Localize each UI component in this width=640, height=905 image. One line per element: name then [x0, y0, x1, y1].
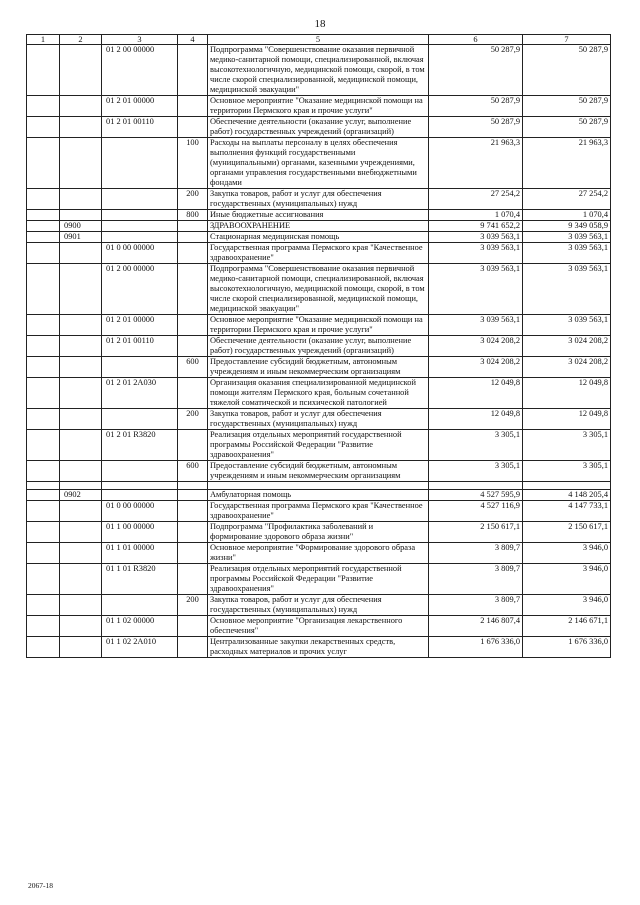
- expense-type-cell: [178, 637, 208, 658]
- amount-year2-cell: 21 963,3: [523, 138, 611, 189]
- target-article-cell: [102, 189, 178, 210]
- table-row: [27, 117, 611, 138]
- section-code-cell: [60, 189, 102, 210]
- target-article-cell: 01 2 01 R3820: [102, 430, 178, 461]
- budget-table: [26, 34, 611, 658]
- table-row: [27, 461, 611, 482]
- section-code-cell: [60, 543, 102, 564]
- cell-col1: [27, 616, 60, 637]
- section-code-cell: [60, 264, 102, 315]
- amount-year1-cell: 50 287,9: [429, 96, 523, 117]
- expense-type-cell: 200: [178, 409, 208, 430]
- description-cell: Государственная программа Пермского края "Качественное здравоохранение": [208, 501, 429, 522]
- description-cell: Подпрограмма "Совершенствование оказания первичной медико-санитарной помощи, специализированной, включая высокотехнологичную, медицинской помощи, скорой, в том числе скорой специализированной, медицинской помощи, медицинской эвакуации": [208, 45, 429, 96]
- amount-year1-cell: 21 963,3: [429, 138, 523, 189]
- section-code-cell: [60, 315, 102, 336]
- table-row: [27, 378, 611, 409]
- expense-type-cell: [178, 336, 208, 357]
- expense-type-cell: [178, 96, 208, 117]
- amount-year2-cell: 4 147 733,1: [523, 501, 611, 522]
- amount-year2-cell: 50 287,9: [523, 117, 611, 138]
- target-article-cell: 01 1 00 00000: [102, 522, 178, 543]
- table-row: [27, 409, 611, 430]
- target-article-cell: [102, 595, 178, 616]
- target-article-cell: 01 2 01 00110: [102, 336, 178, 357]
- amount-year1-cell: 4 527 595,9: [429, 490, 523, 501]
- target-article-cell: 01 2 01 00110: [102, 117, 178, 138]
- section-code-cell: [60, 357, 102, 378]
- amount-year2-cell: 2 146 671,1: [523, 616, 611, 637]
- amount-year1-cell: 3 305,1: [429, 430, 523, 461]
- cell-col1: [27, 543, 60, 564]
- column-numbers-row: [27, 35, 611, 45]
- description-cell: Закупка товаров, работ и услуг для обеспечения государственных (муниципальных) нужд: [208, 189, 429, 210]
- amount-year2-cell: 4 148 205,4: [523, 490, 611, 501]
- cell-col1: [27, 461, 60, 482]
- amount-year1-cell: 3 039 563,1: [429, 315, 523, 336]
- column-number: 1: [27, 35, 60, 45]
- expense-type-cell: 800: [178, 210, 208, 221]
- section-code-cell: [60, 616, 102, 637]
- target-article-cell: 01 1 02 2А010: [102, 637, 178, 658]
- amount-year1-cell: 3 305,1: [429, 461, 523, 482]
- description-cell: Обеспечение деятельности (оказание услуг, выполнение работ) государственных учреждений (организаций): [208, 336, 429, 357]
- description-cell: ЗДРАВООХРАНЕНИЕ: [208, 221, 429, 232]
- document-code: 2067-18: [28, 881, 53, 890]
- description-cell: Закупка товаров, работ и услуг для обеспечения государственных (муниципальных) нужд: [208, 595, 429, 616]
- amount-year2-cell: 2 150 617,1: [523, 522, 611, 543]
- amount-year2-cell: 27 254,2: [523, 189, 611, 210]
- cell-col1: [27, 138, 60, 189]
- expense-type-cell: [178, 221, 208, 232]
- page-number: 18: [314, 18, 326, 30]
- section-code-cell: [60, 210, 102, 221]
- cell-col1: [27, 564, 60, 595]
- column-number: 2: [60, 35, 102, 45]
- table-row: [27, 232, 611, 243]
- cell-col1: [27, 336, 60, 357]
- column-number: 5: [208, 35, 429, 45]
- amount-year1-cell: 3 039 563,1: [429, 264, 523, 315]
- cell-col1: [27, 264, 60, 315]
- amount-year1-cell: 1 070,4: [429, 210, 523, 221]
- expense-type-cell: [178, 616, 208, 637]
- section-code-cell: [60, 409, 102, 430]
- description-cell: Обеспечение деятельности (оказание услуг, выполнение работ) государственных учреждений (организаций): [208, 117, 429, 138]
- table-row: [27, 564, 611, 595]
- description-cell: Расходы на выплаты персоналу в целях обеспечения выполнения функций государственными (муниципальными) органами, казенными учреждениями, органами управления государственными внебюджетными фондами: [208, 138, 429, 189]
- expense-type-cell: [178, 378, 208, 409]
- amount-year2-cell: 50 287,9: [523, 45, 611, 96]
- description-cell: Подпрограмма "Совершенствование оказания первичной медико-санитарной помощи, специализированной, включая высокотехнологичную, медицинской помощи, скорой, в том числе скорой специализированной, медицинской помощи, медицинской эвакуации": [208, 264, 429, 315]
- expense-type-cell: [178, 543, 208, 564]
- table-row: [27, 522, 611, 543]
- expense-type-cell: 200: [178, 595, 208, 616]
- section-code-cell: [60, 461, 102, 482]
- target-article-cell: 01 1 01 R3820: [102, 564, 178, 595]
- cell-col1: [27, 189, 60, 210]
- description-cell: Реализация отдельных мероприятий государственной программы Российской Федерации "Развитие здравоохранения": [208, 564, 429, 595]
- expense-type-cell: 200: [178, 189, 208, 210]
- section-code-cell: [60, 564, 102, 595]
- amount-year1-cell: 4 527 116,9: [429, 501, 523, 522]
- expense-type-cell: [178, 264, 208, 315]
- section-code-cell: [60, 501, 102, 522]
- section-code-cell: [60, 522, 102, 543]
- target-article-cell: [102, 232, 178, 243]
- description-cell: Подпрограмма "Профилактика заболеваний и формирование здорового образа жизни": [208, 522, 429, 543]
- target-article-cell: [102, 138, 178, 189]
- table-row: [27, 315, 611, 336]
- cell-col1: [27, 637, 60, 658]
- target-article-cell: 01 1 01 00000: [102, 543, 178, 564]
- target-article-cell: 01 2 00 00000: [102, 264, 178, 315]
- column-number: 4: [178, 35, 208, 45]
- target-article-cell: 01 1 02 00000: [102, 616, 178, 637]
- amount-year2-cell: 3 024 208,2: [523, 357, 611, 378]
- amount-year1-cell: 3 809,7: [429, 543, 523, 564]
- amount-year2-cell: 3 039 563,1: [523, 264, 611, 315]
- target-article-cell: [102, 461, 178, 482]
- amount-year2-cell: 3 039 563,1: [523, 315, 611, 336]
- description-cell: Организация оказания специализированной медицинской помощи жителям Пермского края, больным сочетанной тяжелой соматической и психической патологией: [208, 378, 429, 409]
- amount-year1-cell: 3 024 208,2: [429, 336, 523, 357]
- expense-type-cell: 100: [178, 138, 208, 189]
- cell-col1: [27, 117, 60, 138]
- section-code-cell: [60, 96, 102, 117]
- table-row: [27, 243, 611, 264]
- expense-type-cell: 600: [178, 461, 208, 482]
- table-body: [27, 45, 611, 658]
- description-cell: Предоставление субсидий бюджетным, автономным учреждениям и иным некоммерческим организациям: [208, 461, 429, 482]
- description-cell: Централизованные закупки лекарственных средств, расходных материалов и прочих услуг: [208, 637, 429, 658]
- expense-type-cell: [178, 45, 208, 96]
- target-article-cell: 01 2 01 00000: [102, 315, 178, 336]
- table-row: [27, 221, 611, 232]
- cell-col1: [27, 315, 60, 336]
- section-code-cell: [60, 336, 102, 357]
- table-row: [27, 490, 611, 501]
- expense-type-cell: [178, 315, 208, 336]
- expense-type-cell: [178, 501, 208, 522]
- cell-col1: [27, 357, 60, 378]
- description-cell: Основное мероприятие "Оказание медицинской помощи на территории Пермского края и прочие услуги": [208, 315, 429, 336]
- amount-year2-cell: 3 946,0: [523, 564, 611, 595]
- table-row: [27, 357, 611, 378]
- amount-year2-cell: 1 676 336,0: [523, 637, 611, 658]
- amount-year2-cell: 1 070,4: [523, 210, 611, 221]
- section-code-cell: [60, 45, 102, 96]
- amount-year1-cell: 3 809,7: [429, 595, 523, 616]
- amount-year2-cell: 3 039 563,1: [523, 243, 611, 264]
- section-code-cell: 0901: [60, 232, 102, 243]
- table-row: [27, 264, 611, 315]
- amount-year1-cell: 2 146 807,4: [429, 616, 523, 637]
- cell-col1: [27, 490, 60, 501]
- amount-year2-cell: 3 305,1: [523, 430, 611, 461]
- column-number: 6: [429, 35, 523, 45]
- section-code-cell: [60, 138, 102, 189]
- target-article-cell: 01 2 00 00000: [102, 45, 178, 96]
- amount-year2-cell: 3 305,1: [523, 461, 611, 482]
- target-article-cell: [102, 357, 178, 378]
- description-cell: Реализация отдельных мероприятий государственной программы Российской Федерации "Развитие здравоохранения": [208, 430, 429, 461]
- cell-col1: [27, 501, 60, 522]
- target-article-cell: 01 2 01 00000: [102, 96, 178, 117]
- expense-type-cell: 600: [178, 357, 208, 378]
- cell-col1: [27, 378, 60, 409]
- amount-year2-cell: 3 024 208,2: [523, 336, 611, 357]
- cell-col1: [27, 409, 60, 430]
- description-cell: Основное мероприятие "Формирование здорового образа жизни": [208, 543, 429, 564]
- amount-year1-cell: 3 024 208,2: [429, 357, 523, 378]
- amount-year2-cell: 50 287,9: [523, 96, 611, 117]
- expense-type-cell: [178, 490, 208, 501]
- amount-year1-cell: 3 809,7: [429, 564, 523, 595]
- section-code-cell: [60, 430, 102, 461]
- section-code-cell: [60, 378, 102, 409]
- description-cell: Иные бюджетные ассигнования: [208, 210, 429, 221]
- table-row: [27, 189, 611, 210]
- expense-type-cell: [178, 564, 208, 595]
- table-row: [27, 616, 611, 637]
- description-cell: Основное мероприятие "Оказание медицинской помощи на территории Пермского края и прочие услуги": [208, 96, 429, 117]
- description-cell: Предоставление субсидий бюджетным, автономным учреждениям и иным некоммерческим организациям: [208, 357, 429, 378]
- table-row: [27, 96, 611, 117]
- cell-col1: [27, 221, 60, 232]
- description-cell: Амбулаторная помощь: [208, 490, 429, 501]
- cell-col1: [27, 96, 60, 117]
- section-code-cell: [60, 637, 102, 658]
- amount-year1-cell: 2 150 617,1: [429, 522, 523, 543]
- amount-year1-cell: 50 287,9: [429, 45, 523, 96]
- table-row: [27, 543, 611, 564]
- table-row: [27, 336, 611, 357]
- table-row: [27, 595, 611, 616]
- column-number: 7: [523, 35, 611, 45]
- target-article-cell: [102, 409, 178, 430]
- cell-col1: [27, 482, 60, 490]
- target-article-cell: 01 0 00 00000: [102, 501, 178, 522]
- amount-year2-cell: 3 946,0: [523, 543, 611, 564]
- amount-year1-cell: 3 039 563,1: [429, 232, 523, 243]
- section-code-cell: [60, 117, 102, 138]
- cell-col1: [27, 243, 60, 264]
- table-row: [27, 637, 611, 658]
- amount-year1-cell: [429, 482, 523, 490]
- section-code-cell: [60, 482, 102, 490]
- amount-year2-cell: 12 049,8: [523, 378, 611, 409]
- target-article-cell: 01 2 01 2А030: [102, 378, 178, 409]
- cell-col1: [27, 232, 60, 243]
- cell-col1: [27, 430, 60, 461]
- section-code-cell: [60, 243, 102, 264]
- cell-col1: [27, 210, 60, 221]
- table-row: [27, 138, 611, 189]
- amount-year2-cell: 12 049,8: [523, 409, 611, 430]
- section-code-cell: [60, 595, 102, 616]
- description-cell: Государственная программа Пермского края "Качественное здравоохранение": [208, 243, 429, 264]
- description-cell: Стационарная медицинская помощь: [208, 232, 429, 243]
- target-article-cell: [102, 482, 178, 490]
- expense-type-cell: [178, 243, 208, 264]
- column-number: 3: [102, 35, 178, 45]
- cell-col1: [27, 522, 60, 543]
- cell-col1: [27, 595, 60, 616]
- target-article-cell: [102, 210, 178, 221]
- amount-year2-cell: 3 946,0: [523, 595, 611, 616]
- section-code-cell: 0902: [60, 490, 102, 501]
- table-row: [27, 482, 611, 490]
- target-article-cell: [102, 490, 178, 501]
- amount-year1-cell: 50 287,9: [429, 117, 523, 138]
- section-code-cell: 0900: [60, 221, 102, 232]
- target-article-cell: 01 0 00 00000: [102, 243, 178, 264]
- amount-year1-cell: 3 039 563,1: [429, 243, 523, 264]
- cell-col1: [27, 45, 60, 96]
- table-row: [27, 45, 611, 96]
- description-cell: Основное мероприятие "Организация лекарственного обеспечения": [208, 616, 429, 637]
- amount-year1-cell: 9 741 652,2: [429, 221, 523, 232]
- amount-year2-cell: 9 349 058,9: [523, 221, 611, 232]
- table-row: [27, 501, 611, 522]
- amount-year1-cell: 1 676 336,0: [429, 637, 523, 658]
- table-row: [27, 430, 611, 461]
- expense-type-cell: [178, 482, 208, 490]
- table-row: [27, 210, 611, 221]
- expense-type-cell: [178, 232, 208, 243]
- expense-type-cell: [178, 522, 208, 543]
- amount-year2-cell: 3 039 563,1: [523, 232, 611, 243]
- amount-year2-cell: [523, 482, 611, 490]
- amount-year1-cell: 12 049,8: [429, 378, 523, 409]
- amount-year1-cell: 12 049,8: [429, 409, 523, 430]
- expense-type-cell: [178, 430, 208, 461]
- amount-year1-cell: 27 254,2: [429, 189, 523, 210]
- description-cell: [208, 482, 429, 490]
- description-cell: Закупка товаров, работ и услуг для обеспечения государственных (муниципальных) нужд: [208, 409, 429, 430]
- target-article-cell: [102, 221, 178, 232]
- expense-type-cell: [178, 117, 208, 138]
